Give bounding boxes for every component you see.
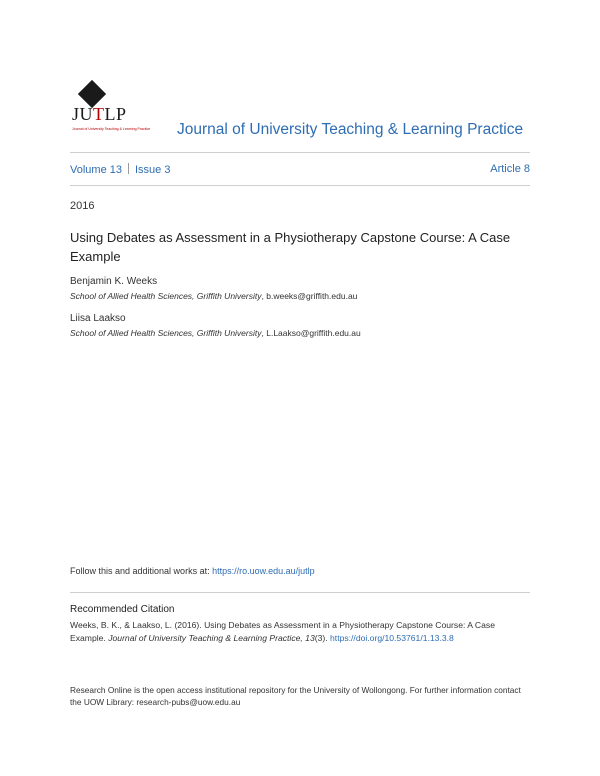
logo-tagline: Journal of University Teaching & Learning Practice bbox=[72, 127, 151, 131]
citation-text: Weeks, B. K., & Laakso, L. (2016). Using Debates as Assessment in a Physiotherapy Capstone Course: A Case Example. Journal of University Teaching & Learning Practice, 13(3). https://doi.org/10.53761/1.13.3.8 bbox=[70, 620, 495, 643]
repository-link[interactable]: https://ro.uow.edu.au/jutlp bbox=[212, 566, 315, 576]
divider-top bbox=[70, 152, 530, 153]
issue-info bbox=[70, 163, 170, 176]
volume-link[interactable]: Volume 13 bbox=[70, 164, 122, 176]
author-email-link[interactable]: b.weeks@griffith.edu.au bbox=[266, 291, 358, 301]
footer-notice: Research Online is the open access institutional repository for the University of Wollongong. For further information contact the UOW Library: research-pubs@uow.edu.au bbox=[70, 685, 521, 707]
author-name: Liisa Laakso bbox=[70, 313, 126, 324]
author-affiliation: School of Allied Health Sciences, Griffith University, L.Laakso@griffith.edu.au bbox=[70, 328, 361, 338]
issue-separator bbox=[128, 163, 129, 174]
article-number-link[interactable]: Article 8 bbox=[490, 163, 530, 175]
paper-title: Using Debates as Assessment in a Physiotherapy Capstone Course: A Case Example bbox=[70, 230, 511, 264]
library-email-link[interactable]: research-pubs@uow.edu.au bbox=[136, 697, 241, 707]
author-name: Benjamin K. Weeks bbox=[70, 276, 158, 287]
issue-link[interactable]: Issue 3 bbox=[134, 164, 171, 176]
journal-logo[interactable] bbox=[70, 84, 151, 136]
doi-link[interactable]: https://doi.org/10.53761/1.13.3.8 bbox=[330, 633, 454, 643]
author-affiliation: School of Allied Health Sciences, Griffith University, b.weeks@griffith.edu.au bbox=[70, 291, 358, 301]
logo-wordmark: JUTLP bbox=[72, 104, 127, 124]
citation-heading: Recommended Citation bbox=[70, 604, 175, 615]
journal-title-link[interactable]: Journal of University Teaching & Learning Practice bbox=[177, 121, 524, 138]
divider-bottom bbox=[70, 185, 530, 186]
divider-citation bbox=[70, 592, 530, 593]
author-email-link[interactable]: L.Laakso@griffith.edu.au bbox=[266, 328, 361, 338]
publication-year: 2016 bbox=[70, 200, 95, 212]
follow-line: Follow this and additional works at: https://ro.uow.edu.au/jutlp bbox=[70, 566, 315, 576]
